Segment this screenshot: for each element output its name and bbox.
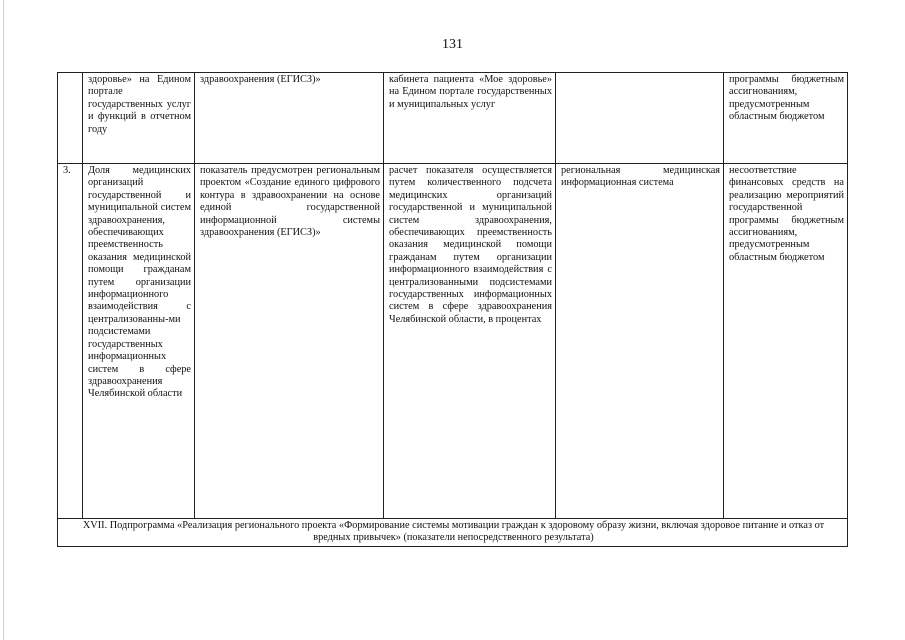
table-row — [58, 164, 848, 519]
basis-cell: здравоохранения (ЕГИСЗ)» — [195, 73, 384, 164]
reasons-cell: программы бюджетным ассигнованиям, предусмотренным областным бюджетом — [724, 73, 848, 164]
method-cell: расчет показателя осуществляется путем количественного подсчета медицинских организаций государственной и муниципальной систем здравоохранения, обеспечивающих преемственность оказания медицинской помощи гражданам путем организации информационного взаимодействия с централизованными подсистемами государственных информационных систем в сфере здравоохранения Челябинской области, в процентах — [384, 164, 556, 519]
data-source-cell — [556, 73, 724, 164]
basis-cell: показатель предусмотрен региональным проектом «Создание единого цифрового контура в здравоохранении на основе единой государственной информационной системы здравоохранения (ЕГИСЗ)» — [195, 164, 384, 519]
data-source-cell: региональная медицинская информационная система — [556, 164, 724, 519]
section-heading: XVII. Подпрограмма «Реализация регионального проекта «Формирование системы мотивации граждан к здоровому образу жизни, включая здоровое питание и отказ от вредных привычек» (показатели непосредственного результата) — [58, 519, 848, 547]
row-number-cell — [58, 73, 83, 164]
indicator-name-cell: здоровье» на Едином портале государственных услуг и функций в отчетном году — [83, 73, 195, 164]
method-cell: кабинета пациента «Мое здоровье» на Едином портале государственных и муниципальных услуг — [384, 73, 556, 164]
indicators-table — [57, 72, 848, 547]
section-row — [58, 519, 848, 547]
indicator-name-cell: Доля медицинских организаций государственной и муниципальной систем здравоохранения, обеспечивающих преемственность оказания медицинской помощи гражданам путем организации информационного взаимодействия с централизованны-ми подсистемами государственных информационных систем в сфере здравоохранения Челябинской области — [83, 164, 195, 519]
reasons-cell: несоответствие финансовых средств на реализацию мероприятий государственной программы бюджетным ассигнованиям, предусмотренным областным бюджетом — [724, 164, 848, 519]
row-number-cell: 3. — [58, 164, 83, 519]
page-edge — [3, 0, 4, 640]
page-number: 131 — [442, 37, 463, 52]
table-row — [58, 73, 848, 164]
